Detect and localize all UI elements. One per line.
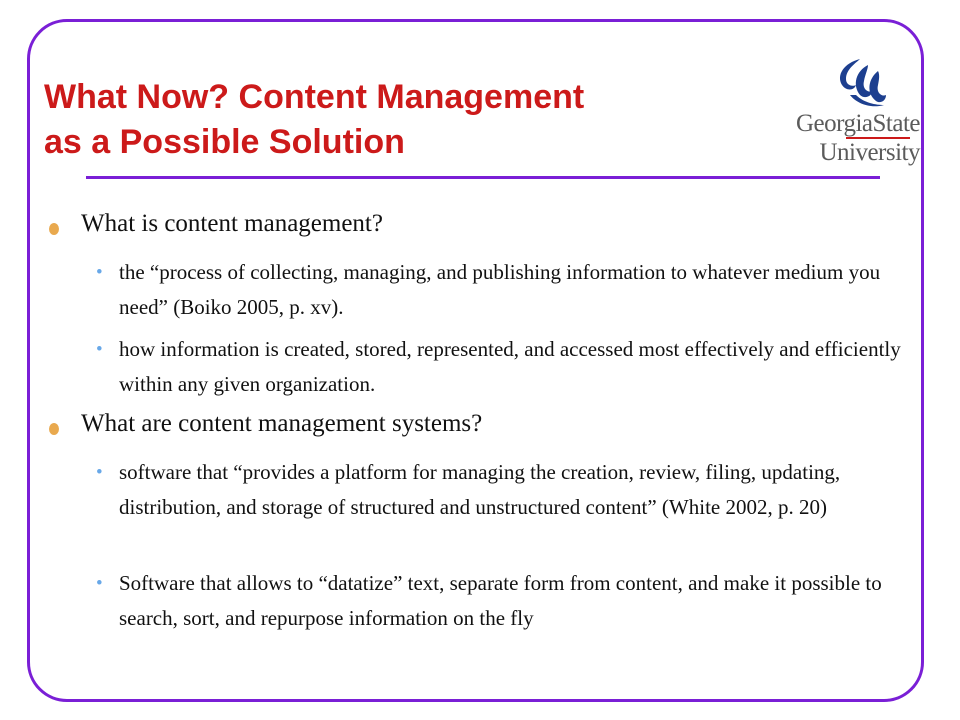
title-line-2: as a Possible Solution [44, 123, 405, 161]
logo-text-line-1: GeorgiaState [795, 110, 920, 137]
flame-mark-icon [786, 55, 926, 115]
bullet-text: Software that allows to “datatize” text, separate form from content, and make it possible to search, sort, and repurpose information on the fly [119, 571, 882, 630]
bullet-dot: • [96, 262, 103, 283]
title-underline [86, 176, 880, 179]
slide-title [44, 75, 764, 165]
bullet-text: What are content management systems? [81, 410, 483, 437]
bullet-level2 [96, 255, 919, 325]
bullet-level1 [81, 410, 482, 438]
bullet-dot: • [96, 573, 103, 594]
bullet-level2 [96, 332, 919, 402]
bullet-dot: • [96, 339, 103, 360]
university-logo [786, 55, 926, 173]
bullet-text: software that “provides a platform for managing the creation, review, filing, updating, distribution, and storage of structured and unstructured content” (White 2002, p. 20) [119, 460, 841, 519]
bullet-level1 [81, 210, 383, 238]
bullet-text: how information is created, stored, represented, and accessed most effectively and efficiently within any given organization. [119, 337, 901, 396]
bullet-text: the “process of collecting, managing, and publishing information to whatever medium you need” (Boiko 2005, p. xv). [119, 260, 881, 319]
bullet-dot: • [96, 462, 103, 483]
bullet-text: What is content management? [81, 210, 383, 237]
bullet-level2 [96, 566, 919, 636]
title-line-1: What Now? Content Management [44, 78, 585, 116]
bullet-dot [49, 223, 59, 235]
bullet-level2 [96, 455, 919, 525]
bullet-dot [49, 423, 59, 435]
logo-text-line-2: University [819, 139, 920, 166]
